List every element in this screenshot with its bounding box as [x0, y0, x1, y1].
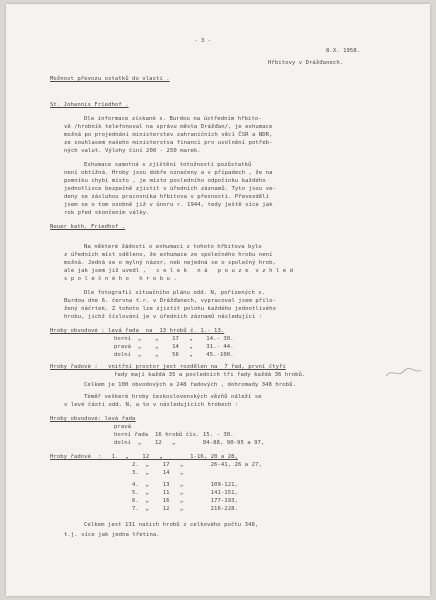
text-line: možná po projednání ministerstev zahraničních věcí ČSR a NDR, [64, 132, 273, 138]
text-line: Dle fotografií situačního plánu odd. N, pořízených s. [84, 290, 266, 296]
page-number: - 3 - [194, 38, 212, 44]
document-place: Hřbitovy v Drážďanech. [268, 60, 344, 66]
text-line: s p o l e č n é h o h r o b u . [64, 276, 177, 282]
text-line: Možnost převozu ostatků do vlasti . [50, 76, 170, 82]
text-line: Celkem jest 131 našich hrobů z celkového počtu 348, [84, 522, 259, 528]
text-line: Hroby řadové : 1. „ 12 „ 1-16, 20 a 28, [50, 454, 238, 460]
text-line: 4. „ 13 „ 109-121, [132, 482, 238, 488]
text-line: z úředních míst sděleno, že exhumace ze společného hrobu není [64, 252, 273, 258]
text-line: St. Johannis Friedhof . [50, 102, 129, 108]
text-line: Hroby řadové : vnitřní prostor jest rozdělen na 7 řad, první čtyři [50, 364, 286, 370]
document-date: 8.X. 1958. [326, 48, 361, 54]
text-line: Dle informace získané s. Burdou na ústředním hřbito- [84, 116, 262, 122]
text-line: Neuer kath. Friedhof . [50, 224, 126, 230]
text-line: Téměř veškeré hroby československých vězňů náleží se [84, 394, 262, 400]
text-line: Hroby obvodové : levá řada na 13 hrobů č. 1.- 13. [50, 328, 225, 334]
text-line: Burdou dne 6. června t.r. v Drážďanech, vypracoval jsem přilo- [64, 298, 276, 304]
text-line: ných valut. Výlohy činí 200 - 250 marek. [64, 148, 201, 154]
text-line: v levé části odd. N, a to v následujících hrobech : [64, 402, 239, 408]
text-line: hrobu, jichž číslování je v úředních záznamů následující : [64, 314, 263, 320]
text-line: pomníku chybí místo , je místo posledního odpočinku každého [64, 178, 266, 184]
text-line: Celkem je 100 obvodových a 248 řadových , dohromady 348 hrobů. [84, 382, 296, 388]
document-page [6, 4, 430, 596]
text-line: 6. „ 16 „ 177-193, [132, 498, 238, 504]
text-line: 7. „ 12 „ 216-228. [132, 506, 238, 512]
text-line: žený náčrtek. Z tohoto lze zjistit polohu každého jednotlivého [64, 306, 276, 312]
text-line: ale jak jsem již uvedl , c e l e k n á p o u z e v z h l e d [64, 268, 293, 274]
text-line: ze souhlasem našeho ministerstva financí pro uvolnění potřeb- [64, 140, 273, 146]
text-line: deny se zásluhou pracovníka hřbitova v přesnosti. Převezdělí [64, 194, 270, 200]
handwritten-mark [384, 366, 424, 380]
text-line: horní řada 16 hrobů čís. 15. - 30. [114, 432, 234, 438]
text-line: pravá [114, 424, 132, 430]
text-line: dolní „ „ 56 „ 45.-100. [114, 352, 234, 358]
text-line: Exhumace samotná s zjištění totožnosti pozůstatků [84, 162, 252, 168]
text-line: Na některé žádosti o exhumaci z tohoto hřbitova bylo [84, 244, 262, 250]
text-line: není obtížná. Hroby jsou dobře označeny a v případech , že na [64, 170, 273, 176]
text-line: jednotlivce bezpečně zjistit v úředních záznamů. Tyto jsou ve- [64, 186, 276, 192]
text-line: t.j. více jak jedna třetina. [64, 532, 160, 538]
text-line: rok před skončením války. [64, 210, 150, 216]
text-line: pravá „ „ 14 „ 31.- 44. [114, 344, 234, 350]
text-line: 2. „ 17 „ 26-41, 26 a 27, [132, 462, 262, 468]
text-line: řady mají každá 35 a posledních tři řady každá 36 hrobů. [114, 372, 306, 378]
text-line: jsem se o tom osobně již v únoru r. 1944, tedy ještě více jak [64, 202, 273, 208]
text-line: Hroby obvodové: levá řada [50, 416, 136, 422]
text-line: horní „ „ 17 „ 14.- 30. [114, 336, 234, 342]
text-line: vě /hrobník telefonoval na správu města Drážďan/, je exhumace [64, 124, 273, 130]
text-line: možná. Jedná se o mylný názor, neb nejedná se o společný hrob, [64, 260, 276, 266]
text-line: 3. „ 14 „ [132, 470, 184, 476]
text-line: 5. „ 11 „ 141-151, [132, 490, 238, 496]
text-line: dolní „ 12 „ 84-88, 90-95 a 97, [114, 440, 265, 446]
